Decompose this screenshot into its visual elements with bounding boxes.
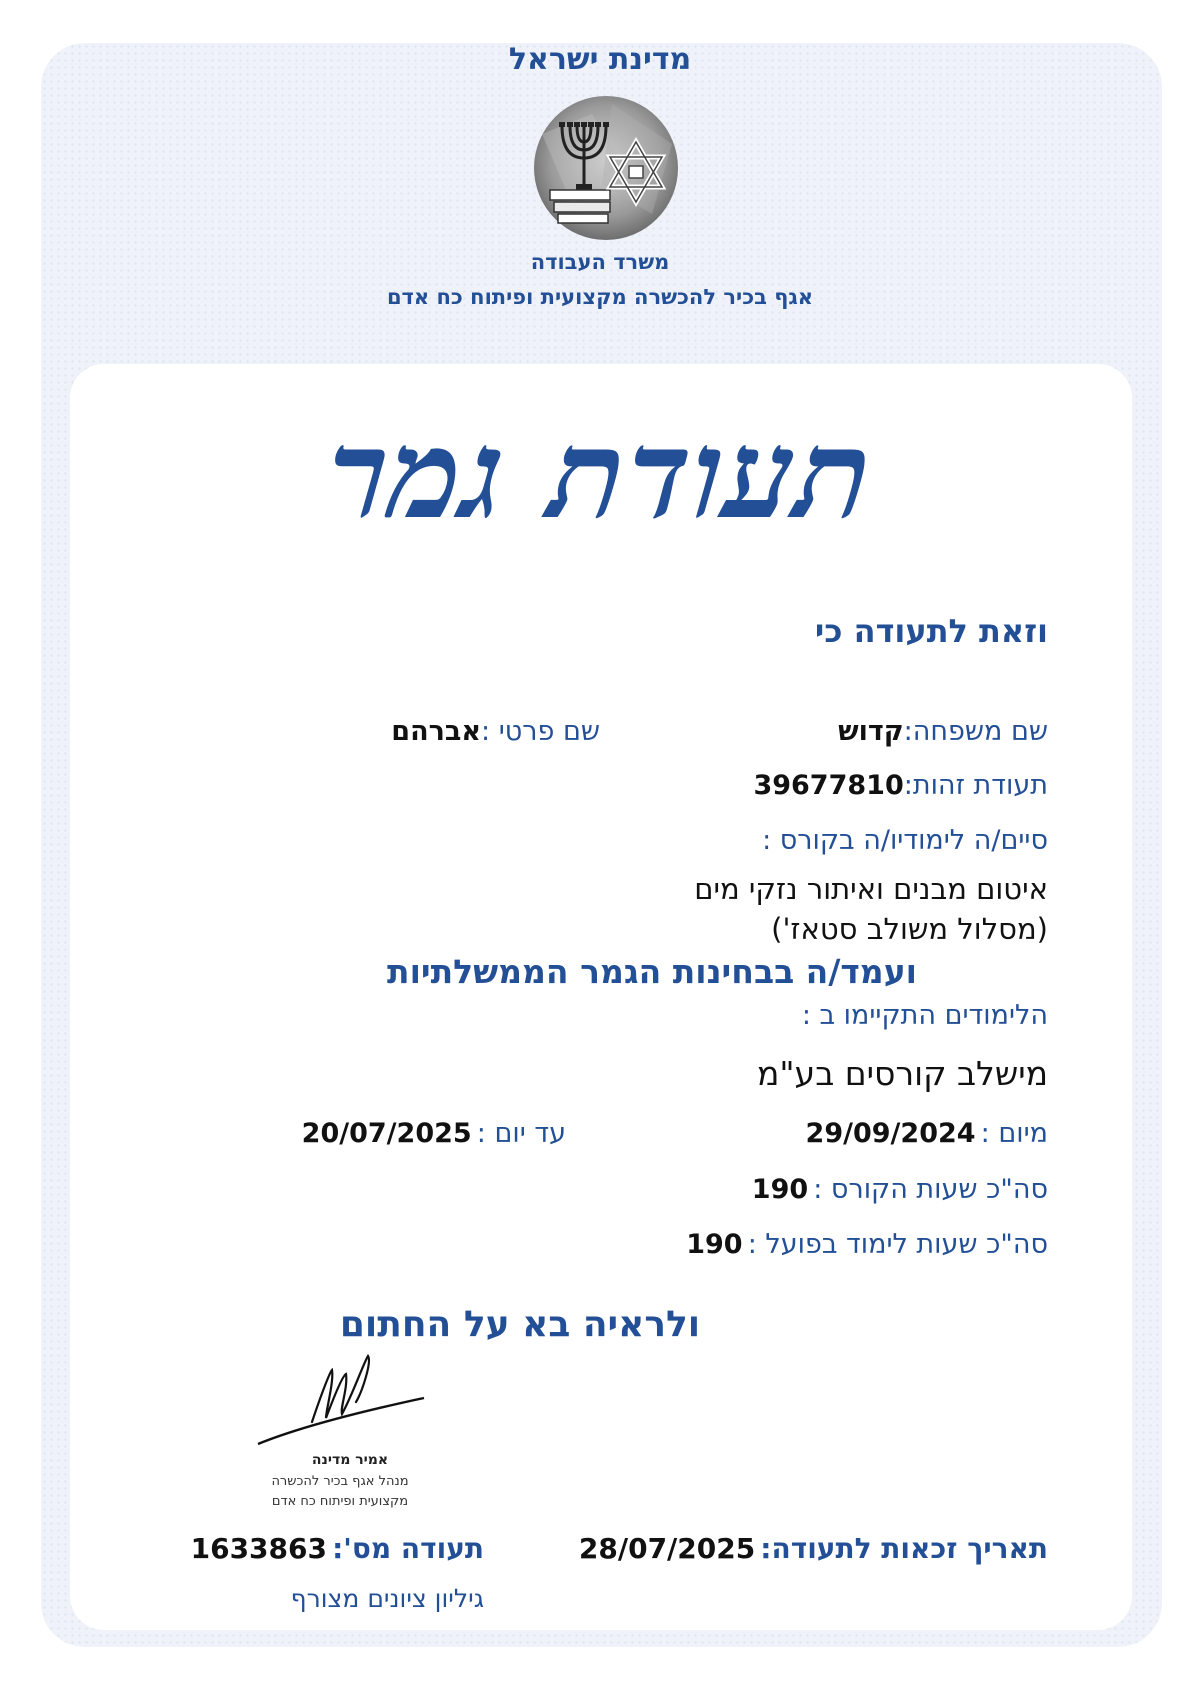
entitlement-date-value: 28/07/2025 xyxy=(578,1532,756,1565)
certificate-number-row xyxy=(191,1532,484,1565)
ministry-name: משרד העבודה xyxy=(530,250,670,274)
state-name: מדינת ישראל xyxy=(508,42,692,77)
from-date-value: 29/09/2024 xyxy=(805,1118,976,1149)
course-hours-row xyxy=(752,1174,1048,1205)
certificate-card xyxy=(70,364,1132,1630)
first-name-row xyxy=(391,716,600,747)
institution-name: מישלב קורסים בע"מ xyxy=(756,1054,1048,1093)
course-name: איטום מבנים ואיתור נזקי מים xyxy=(694,872,1048,906)
entitlement-date-row xyxy=(579,1532,1048,1565)
course-track: (מסלול משולב סטאז') xyxy=(771,912,1048,946)
handwritten-signature xyxy=(252,1352,428,1452)
last-name-value: קדוש xyxy=(838,716,904,747)
division-name: אגף בכיר להכשרה מקצועית ופיתוח כח אדם xyxy=(386,285,814,309)
passed-exams-text: ועמד/ה בבחינות הגמר הממשלתיות xyxy=(387,952,917,991)
last-name-row xyxy=(838,716,1048,747)
certificate-number-label: תעודה מס': xyxy=(332,1532,484,1565)
witness-text: ולראיה בא על החתום xyxy=(339,1304,701,1345)
course-hours-value: 190 xyxy=(751,1174,809,1205)
from-date-label: מיום : xyxy=(980,1118,1048,1149)
signatory-role-line1: מנהל אגף בכיר להכשרה xyxy=(271,1474,409,1489)
first-name-label: שם פרטי : xyxy=(481,716,600,747)
from-date-row xyxy=(806,1118,1048,1149)
certificate-title: תעודת גמר xyxy=(319,402,881,546)
signatory-role-line2: מקצועית ופיתוח כח אדם xyxy=(271,1494,409,1509)
certificate-number-value: 1633863 xyxy=(190,1532,327,1565)
completed-course-label: סיים/ה לימודיו/ה בקורס : xyxy=(762,825,1048,856)
intro-text: וזאת לתעודה כי xyxy=(814,612,1048,650)
to-date-value: 20/07/2025 xyxy=(301,1118,472,1149)
held-at-label: הלימודים התקיימו ב : xyxy=(801,1000,1048,1031)
id-label: תעודת זהות: xyxy=(903,770,1048,801)
menorah-star-emblem-icon xyxy=(532,94,680,242)
to-date-row xyxy=(302,1118,566,1149)
signatory-name: אמיר מדינה xyxy=(311,1452,389,1468)
actual-hours-label: סה"כ שעות לימוד בפועל : xyxy=(747,1229,1048,1260)
actual-hours-value: 190 xyxy=(686,1229,743,1260)
id-row xyxy=(753,770,1048,801)
grades-sheet-note: גיליון ציונים מצורף xyxy=(290,1584,484,1613)
to-date-label: עד יום : xyxy=(476,1118,566,1149)
last-name-label: שם משפחה: xyxy=(903,716,1048,747)
course-hours-label: סה"כ שעות הקורס : xyxy=(813,1174,1048,1205)
id-value: 39677810 xyxy=(753,770,904,801)
actual-hours-row xyxy=(686,1229,1048,1260)
entitlement-date-label: תאריך זכאות לתעודה: xyxy=(760,1532,1048,1565)
first-name-value: אברהם xyxy=(391,716,482,747)
